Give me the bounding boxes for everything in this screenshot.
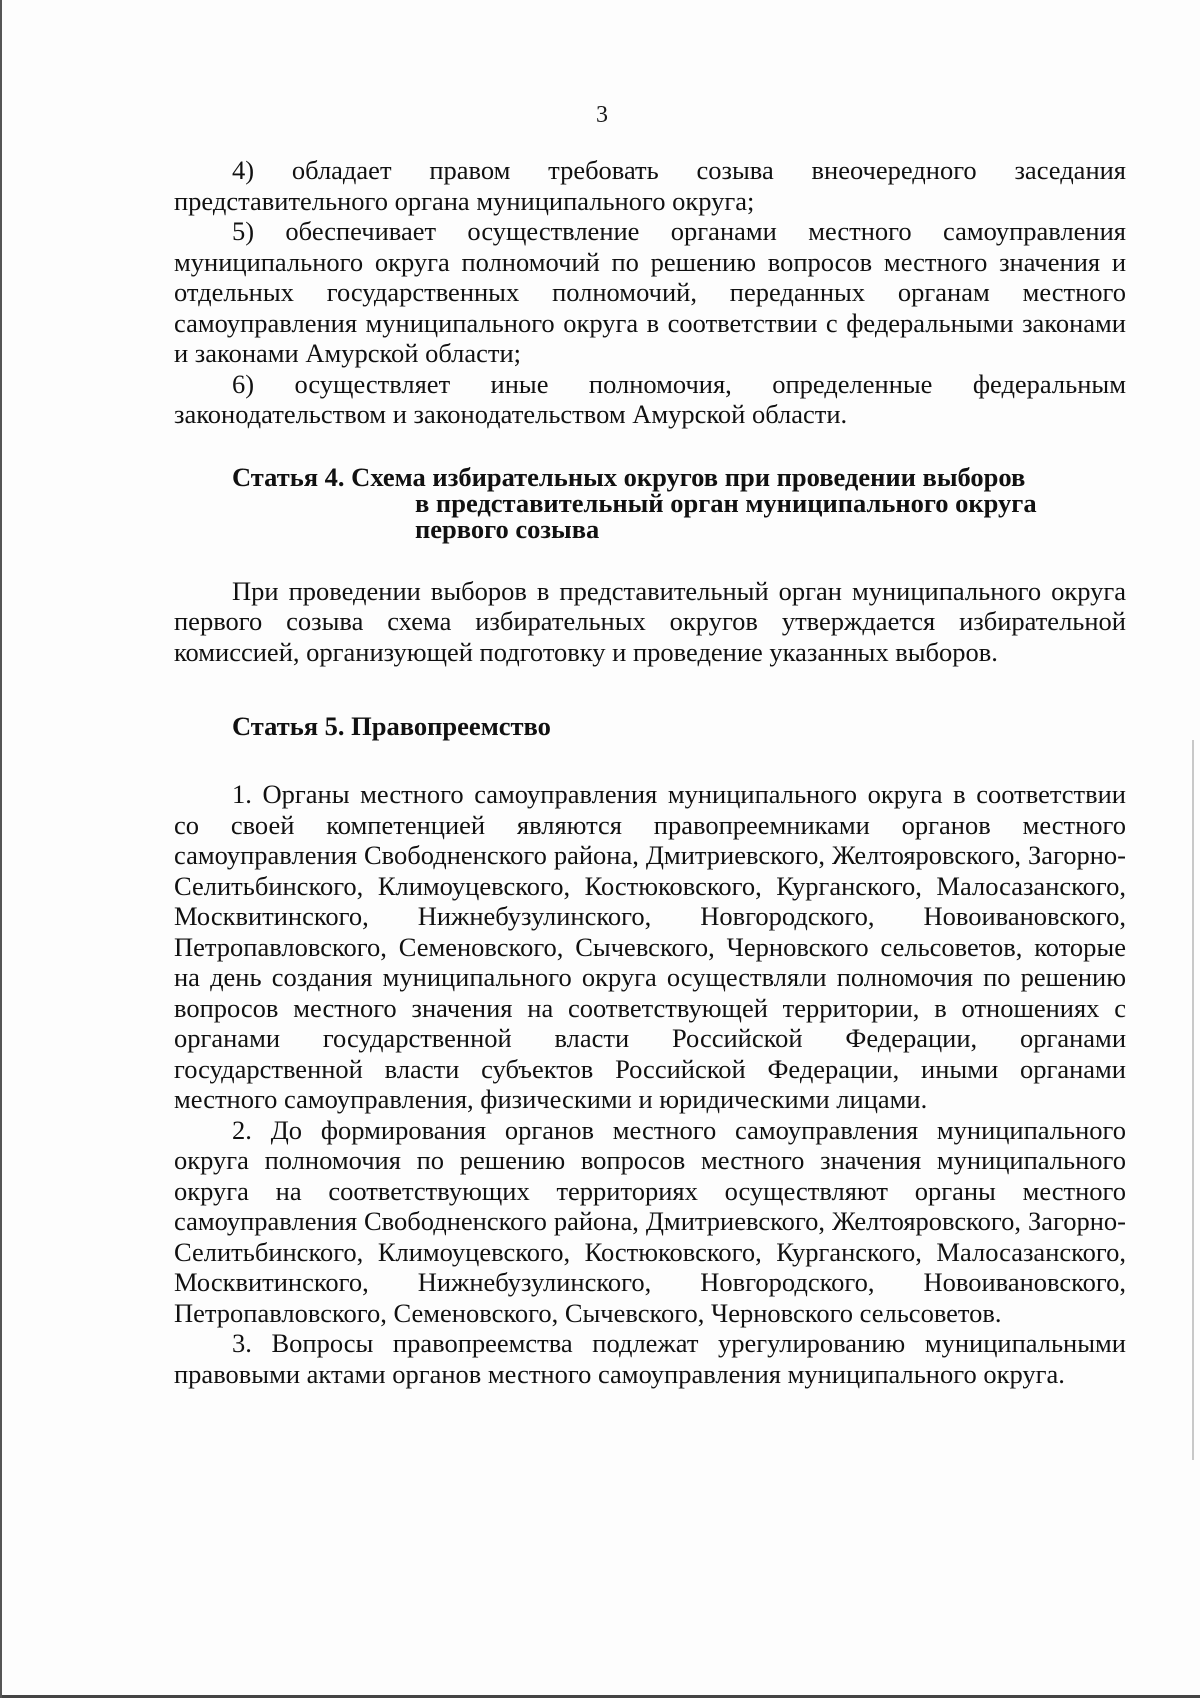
list-item-6: 6) осуществляет иные полномочия, определенные федеральным законодательством и законодательством Амурской области. — [174, 368, 1126, 429]
document-body — [174, 155, 1126, 1389]
article-5-title: Статья 5. Правопреемство — [232, 711, 551, 741]
list-item-4: 4) обладает правом требовать созыва внеочередного заседания представительного органа муниципального округа; — [174, 155, 1126, 216]
scan-edge-right — [1192, 740, 1194, 1460]
article-5-paragraph-2: 2. До формирования органов местного самоуправления муниципального округа полномочия по решению вопросов местного значения муниципального округа на соответствующих территориях осуществляют органы местного самоуправления Свободненского района, Дмитриевского, Желтояровского, Загорно-Селитьбинского, Климоуцевского, Костюковского, Курганского, Малосазанского, Москвитинского, Нижнебузулинского, Новгородского, Новоивановского, Петропавловского, Семеновского, Сычевского, Черновского сельсоветов. — [174, 1114, 1126, 1328]
article-5-paragraph-1: 1. Органы местного самоуправления муниципального округа в соответствии со своей компетенцией являются правопреемниками органов местного самоуправления Свободненского района, Дмитриевского, Желтояровского, Загорно-Селитьбинского, Климоуцевского, Костюковского, Курганского, Малосазанского, Москвитинского, Нижнебузулинского, Новгородского, Новоивановского, Петропавловского, Семеновского, Сычевского, Черновского сельсоветов, которые на день создания муниципального округа осуществляли полномочия по решению вопросов местного значения на соответствующей территории, в отношениях с органами государственной власти Российской Федерации, органами государственной власти субъектов Российской Федерации, иными органами местного самоуправления, физическими и юридическими лицами. — [174, 779, 1126, 1114]
article-4-title-line1: Статья 4. Схема избирательных округов при проведении выборов — [232, 461, 1026, 492]
article-4-title-line2: в представительный орган муниципального округа — [415, 487, 1037, 518]
article-4-title — [174, 461, 1126, 544]
article-4-title-line3: первого созыва — [415, 513, 600, 544]
article-5-paragraph-3: 3. Вопросы правопреемства подлежат урегулированию муниципальными правовыми актами органов местного самоуправления муниципального округа. — [174, 1328, 1126, 1389]
page-number: 3 — [596, 102, 608, 128]
list-item-5: 5) обеспечивает осуществление органами местного самоуправления муниципального округа полномочий по решению вопросов местного значения и отдельных государственных полномочий, переданных органам местного самоуправления муниципального округа в соответствии с федеральными законами и законами Амурской области; — [174, 216, 1126, 368]
article-4-text: При проведении выборов в представительный орган муниципального округа первого созыва схема избирательных округов утверждается избирательной комиссией, организующей подготовку и проведение указанных выборов. — [174, 575, 1126, 667]
